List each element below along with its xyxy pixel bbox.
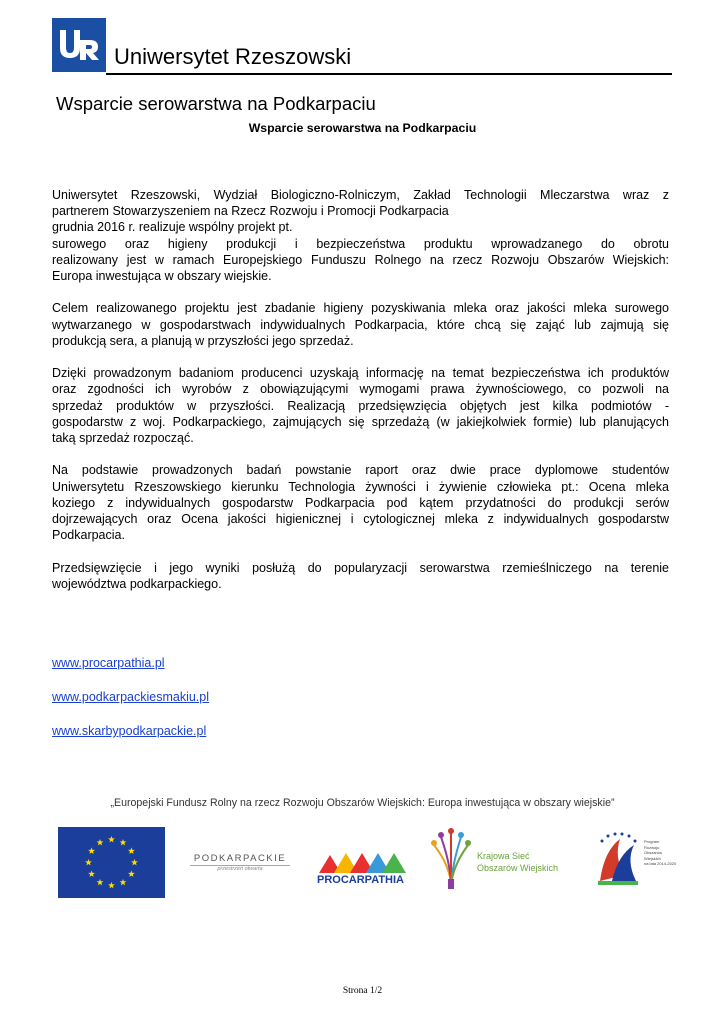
paragraph-3 [52,365,669,446]
text-line: województwa podkarpackiego. [52,576,222,591]
text-line: Podkarpacia. [52,528,125,543]
paragraph-5 [52,560,669,592]
text-line: produkcją sera, a planują w przyszłości jego sprzedaż. [52,333,354,348]
text-line: dojrzewających oraz Ocena jakości higienicznej i cytologicznej mleka z indywidualnych gospodarstw [52,512,669,527]
podkarpackie-slogan: przestrzeń otwarta [217,866,263,872]
text-line: Przedsięwzięcie i jego wyniki posłużą do popularyzacji serowarstwa rzemieślniczego na terenie [52,560,669,575]
university-name: Uniwersytet Rzeszowski [114,44,352,69]
ksow-tree-icon [426,827,476,891]
prow-line: Wiejskich [644,855,661,861]
ur-logo-mark [56,28,102,62]
link-procarpathia[interactable]: www.procarpathia.pl [52,656,165,670]
eu-star-icon [128,847,135,854]
eu-flag-logo [58,827,165,898]
prow-emblem-icon [594,831,642,887]
podkarpackie-logo [190,853,290,872]
prow-line: Rozwoju [644,844,660,850]
ksow-line-2: Obszarów Wiejskich [477,863,559,873]
eu-star-icon [108,882,115,889]
prow-logo [594,831,677,891]
eu-star-icon [97,879,104,886]
eu-star-icon [108,836,115,843]
eu-star-icon [88,847,95,854]
text-line: koziego z indywidualnych gospodarstw Podkarpacia pod kątem przydatności do produkcji serów [52,495,669,510]
text-line: surowego oraz higieny produkcji i bezpieczeństwa produktu wprowadzanego do obrotu [52,236,669,251]
paragraph-4 [52,462,669,543]
text-line: Uniwersytetu Rzeszowskiego kierunku Technologia żywności i żywienie człowieka pt.: Ocena mleka [52,479,669,494]
link-list [52,656,209,758]
prow-line: Obszarów [644,850,663,855]
mountains-icon [317,841,412,873]
eu-star-icon [131,859,138,866]
eu-star-icon [128,870,135,877]
page-number: Strona 1/2 [342,986,383,996]
paragraph-2 [52,300,669,349]
text-line: sprzedaż produktów w przyszłości. Realizacją przedsięwzięcia objętych jest kilka podmiotów - [52,398,669,413]
text-line: Na podstawie prowadzonych badań powstanie raport oraz dwie prace dyplomowe studentów [52,463,669,478]
eu-star-icon [120,839,127,846]
eu-star-icon [85,859,92,866]
link-skarbypodkarpackie[interactable]: www.skarbypodkarpackie.pl [52,724,207,738]
text-line: gospodarstw z woj. Podkarpackiego, zajmujących się sprzedażą (w jakiejkolwiek formie) lub planujących [52,414,669,429]
page-heading: Wsparcie serowarstwa na Podkarpaciu [56,93,376,114]
document-body [52,187,669,608]
sponsor-logos [58,827,678,899]
text-line: realizowany jest w ramach Europejskiego Funduszu Rolnego na rzecz Rozwoju Obszarów Wiejskich: [52,252,669,267]
ksow-line-1: Krajowa Sieć [477,851,530,861]
procarpathia-pro: PRO [317,874,341,886]
document-title: Wsparcie serowarstwa na Podkarpaciu [248,121,477,135]
podkarpackie-name: PODKARPACKIE [193,853,287,864]
text-line: Celem realizowanego projektu jest zbadanie higieny pozyskiwania mleka oraz jakości mleka surowego [52,301,669,316]
prow-line: Program [644,839,660,844]
text-line: oraz zgodności ich wyrobów z obowiązującymi wymogami prawa żywnościowego, co pozwoli na [52,382,669,397]
funding-tagline: „Europejski Fundusz Rolny na rzecz Rozwoju Obszarów Wiejskich: Europa inwestująca w obszary wiejskie” [110,797,615,809]
document-header [52,18,672,76]
prow-line: na lata 2014-2020 [644,861,677,866]
header-divider [106,73,672,75]
text-line: wytwarzanego w gospodarstwach indywidualnych Podkarpacia, które chcą się zająć lub zajmują się [52,317,669,332]
eu-star-icon [120,879,127,886]
link-podkarpackiesmakiu[interactable]: www.podkarpackiesmakiu.pl [52,690,210,704]
text-line: partnerem Stowarzyszeniem na Rzecz Rozwoju i Promocji Podkarpacia [52,204,449,219]
procarpathia-name: CARPATHIA [340,874,404,886]
text-line: grudnia 2016 r. realizuje wspólny projekt pt. [52,220,293,235]
text-line: Uniwersytet Rzeszowski, Wydział Biologiczno-Rolniczym, Zakład Technologii Mleczarstwa wraz z [52,188,669,202]
eu-star-icon [97,839,104,846]
eu-stars-icon [58,827,165,898]
eu-star-icon [88,870,95,877]
paragraph-1 [52,187,669,284]
procarpathia-logo [317,841,412,891]
text-line: Dzięki prowadzonym badaniom producenci uzyskają informację na temat bezpieczeństwa ich produktów [52,366,669,381]
text-line: Europa inwestująca w obszary wiejskie. [52,269,272,284]
university-logo [52,18,106,72]
text-line: taką sprzedaż rozpocząć. [52,431,194,446]
ksow-logo [426,827,576,897]
